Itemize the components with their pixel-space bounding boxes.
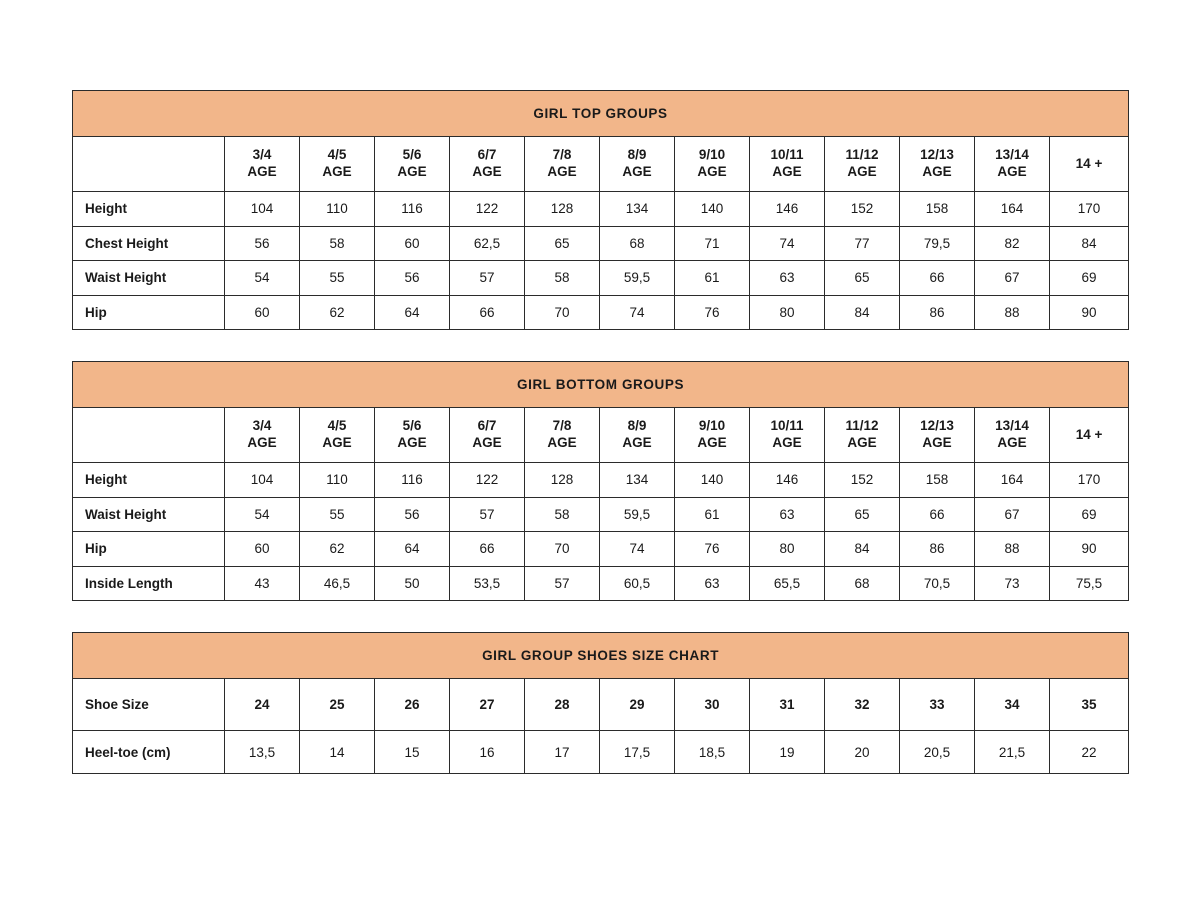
table-cell: 63 xyxy=(675,566,750,601)
table-cell: 88 xyxy=(975,532,1050,567)
corner-cell xyxy=(73,137,225,192)
table-cell: 60 xyxy=(225,532,300,567)
age-header-cell xyxy=(750,137,825,192)
row-label: Hip xyxy=(73,532,225,567)
age-header-unit: AGE xyxy=(472,164,502,179)
table-cell: 77 xyxy=(825,226,900,261)
age-header-cell xyxy=(300,408,375,463)
age-header-range: 3/4 xyxy=(252,418,272,434)
table-cell: 84 xyxy=(825,532,900,567)
age-header-unit: AGE xyxy=(247,435,277,450)
table-cell: 55 xyxy=(300,497,375,532)
table-cell: 75,5 xyxy=(1050,566,1129,601)
row-label: Shoe Size xyxy=(73,679,225,731)
table-cell: 84 xyxy=(825,295,900,330)
section-spacer xyxy=(72,330,1128,361)
table-row xyxy=(73,192,1129,227)
table-header-row xyxy=(73,137,1129,192)
age-header-cell xyxy=(600,408,675,463)
age-header-cell xyxy=(375,137,450,192)
table-cell: 86 xyxy=(900,295,975,330)
table-cell: 66 xyxy=(450,295,525,330)
table-cell: 17 xyxy=(525,731,600,774)
table-cell: 34 xyxy=(975,679,1050,731)
row-label: Height xyxy=(73,192,225,227)
table-cell: 164 xyxy=(975,463,1050,498)
table-cell: 69 xyxy=(1050,497,1129,532)
table-cell: 110 xyxy=(300,463,375,498)
table-cell: 146 xyxy=(750,192,825,227)
table-cell: 140 xyxy=(675,463,750,498)
table-row xyxy=(73,261,1129,296)
table-cell: 46,5 xyxy=(300,566,375,601)
age-header-cell xyxy=(975,408,1050,463)
table-cell: 170 xyxy=(1050,192,1129,227)
table-cell: 122 xyxy=(450,463,525,498)
row-label: Heel-toe (cm) xyxy=(73,731,225,774)
table-cell: 16 xyxy=(450,731,525,774)
age-header-cell-last: 14 + xyxy=(1050,408,1129,463)
table-cell: 140 xyxy=(675,192,750,227)
table-header-row xyxy=(73,408,1129,463)
table-cell: 66 xyxy=(900,261,975,296)
age-header-cell xyxy=(300,137,375,192)
table-cell: 63 xyxy=(750,261,825,296)
age-header-unit: AGE xyxy=(922,435,952,450)
table-title: GIRL TOP GROUPS xyxy=(73,91,1129,137)
table-cell: 57 xyxy=(450,497,525,532)
table-cell: 21,5 xyxy=(975,731,1050,774)
table-row xyxy=(73,295,1129,330)
row-label: Height xyxy=(73,463,225,498)
section-spacer xyxy=(72,601,1128,632)
table-cell: 110 xyxy=(300,192,375,227)
table-cell: 152 xyxy=(825,463,900,498)
table-cell: 35 xyxy=(1050,679,1129,731)
table-cell: 146 xyxy=(750,463,825,498)
table-cell: 54 xyxy=(225,497,300,532)
age-header-cell xyxy=(825,408,900,463)
table-cell: 56 xyxy=(225,226,300,261)
table-cell: 24 xyxy=(225,679,300,731)
age-header-unit: AGE xyxy=(397,164,427,179)
table-cell: 64 xyxy=(375,532,450,567)
table-cell: 104 xyxy=(225,463,300,498)
table-row xyxy=(73,497,1129,532)
table-cell: 57 xyxy=(525,566,600,601)
age-header-cell xyxy=(750,408,825,463)
age-header-range: 4/5 xyxy=(327,147,347,163)
row-label: Waist Height xyxy=(73,497,225,532)
table-cell: 18,5 xyxy=(675,731,750,774)
table-cell: 86 xyxy=(900,532,975,567)
table-cell: 104 xyxy=(225,192,300,227)
table-cell: 74 xyxy=(600,295,675,330)
table-cell: 55 xyxy=(300,261,375,296)
age-header-unit: AGE xyxy=(547,164,577,179)
age-header-cell xyxy=(675,137,750,192)
table-cell: 63 xyxy=(750,497,825,532)
table-cell: 74 xyxy=(600,532,675,567)
table-cell: 29 xyxy=(600,679,675,731)
age-header-range: 3/4 xyxy=(252,147,272,163)
table-cell: 56 xyxy=(375,261,450,296)
table-cell: 30 xyxy=(675,679,750,731)
age-header-unit: AGE xyxy=(697,164,727,179)
table-cell: 27 xyxy=(450,679,525,731)
age-header-range: 9/10 xyxy=(698,418,726,434)
table-cell: 116 xyxy=(375,192,450,227)
table-cell: 17,5 xyxy=(600,731,675,774)
table-title-row xyxy=(73,633,1129,679)
table-cell: 60 xyxy=(225,295,300,330)
age-header-cell xyxy=(900,137,975,192)
table-cell: 67 xyxy=(975,497,1050,532)
table-cell: 76 xyxy=(675,295,750,330)
table-cell: 90 xyxy=(1050,295,1129,330)
table-cell: 158 xyxy=(900,192,975,227)
age-header-cell xyxy=(525,137,600,192)
age-header-range: 7/8 xyxy=(552,147,572,163)
table-cell: 79,5 xyxy=(900,226,975,261)
table-cell: 80 xyxy=(750,532,825,567)
table-cell: 50 xyxy=(375,566,450,601)
table-cell: 60,5 xyxy=(600,566,675,601)
table-cell: 70 xyxy=(525,295,600,330)
table-cell: 134 xyxy=(600,463,675,498)
age-header-range: 8/9 xyxy=(627,418,647,434)
table-cell: 70,5 xyxy=(900,566,975,601)
table-cell: 26 xyxy=(375,679,450,731)
row-label: Chest Height xyxy=(73,226,225,261)
table-cell: 25 xyxy=(300,679,375,731)
table-cell: 58 xyxy=(525,261,600,296)
table-cell: 66 xyxy=(900,497,975,532)
table-cell: 60 xyxy=(375,226,450,261)
corner-cell xyxy=(73,408,225,463)
age-header-unit: AGE xyxy=(322,435,352,450)
age-header-unit: AGE xyxy=(247,164,277,179)
table-cell: 128 xyxy=(525,192,600,227)
table-cell: 90 xyxy=(1050,532,1129,567)
age-header-cell xyxy=(600,137,675,192)
row-label: Inside Length xyxy=(73,566,225,601)
table-cell: 74 xyxy=(750,226,825,261)
age-header-range: 13/14 xyxy=(995,147,1029,163)
table-cell: 158 xyxy=(900,463,975,498)
table-cell: 88 xyxy=(975,295,1050,330)
age-header-range: 4/5 xyxy=(327,418,347,434)
table-cell: 53,5 xyxy=(450,566,525,601)
table-cell: 32 xyxy=(825,679,900,731)
table-cell: 54 xyxy=(225,261,300,296)
age-header-cell xyxy=(450,137,525,192)
table-cell: 59,5 xyxy=(600,497,675,532)
table-cell: 58 xyxy=(300,226,375,261)
age-header-unit: AGE xyxy=(997,164,1027,179)
table-cell: 20,5 xyxy=(900,731,975,774)
age-header-unit: AGE xyxy=(772,435,802,450)
age-header-unit: AGE xyxy=(847,164,877,179)
age-header-cell xyxy=(675,408,750,463)
table-cell: 67 xyxy=(975,261,1050,296)
age-header-cell xyxy=(900,408,975,463)
age-header-cell xyxy=(825,137,900,192)
table-cell: 116 xyxy=(375,463,450,498)
age-header-range: 13/14 xyxy=(995,418,1029,434)
table-cell: 128 xyxy=(525,463,600,498)
table-title-row xyxy=(73,91,1129,137)
table-cell: 73 xyxy=(975,566,1050,601)
age-header-range: 9/10 xyxy=(698,147,726,163)
age-header-range: 12/13 xyxy=(920,418,954,434)
age-header-unit: AGE xyxy=(547,435,577,450)
age-header-cell xyxy=(450,408,525,463)
table-row xyxy=(73,226,1129,261)
table-cell: 170 xyxy=(1050,463,1129,498)
table-row xyxy=(73,731,1129,774)
table-row xyxy=(73,679,1129,731)
table-row xyxy=(73,532,1129,567)
table-cell: 64 xyxy=(375,295,450,330)
age-header-range: 10/11 xyxy=(770,418,804,434)
table-title: GIRL GROUP SHOES SIZE CHART xyxy=(73,633,1129,679)
age-header-unit: AGE xyxy=(772,164,802,179)
table-cell: 82 xyxy=(975,226,1050,261)
table-cell: 62 xyxy=(300,532,375,567)
age-header-range: 11/12 xyxy=(845,147,879,163)
age-header-unit: AGE xyxy=(622,435,652,450)
age-header-range: 8/9 xyxy=(627,147,647,163)
table-cell: 164 xyxy=(975,192,1050,227)
table-cell: 57 xyxy=(450,261,525,296)
girl-top-groups-table xyxy=(72,90,1129,330)
table-cell: 69 xyxy=(1050,261,1129,296)
table-cell: 68 xyxy=(825,566,900,601)
table-cell: 65 xyxy=(825,261,900,296)
age-header-range: 6/7 xyxy=(477,147,497,163)
age-header-cell xyxy=(225,408,300,463)
table-cell: 56 xyxy=(375,497,450,532)
age-header-range: 12/13 xyxy=(920,147,954,163)
table-cell: 28 xyxy=(525,679,600,731)
age-header-cell xyxy=(525,408,600,463)
table-cell: 66 xyxy=(450,532,525,567)
table-title: GIRL BOTTOM GROUPS xyxy=(73,362,1129,408)
table-cell: 65 xyxy=(825,497,900,532)
age-header-range: 5/6 xyxy=(402,147,422,163)
table-row xyxy=(73,566,1129,601)
girl-group-shoes-size-chart-table xyxy=(72,632,1129,774)
table-cell: 33 xyxy=(900,679,975,731)
age-header-cell xyxy=(975,137,1050,192)
table-cell: 31 xyxy=(750,679,825,731)
age-header-range: 10/11 xyxy=(770,147,804,163)
age-header-unit: AGE xyxy=(997,435,1027,450)
age-header-range: 6/7 xyxy=(477,418,497,434)
table-title-row xyxy=(73,362,1129,408)
age-header-range: 5/6 xyxy=(402,418,422,434)
table-cell: 65,5 xyxy=(750,566,825,601)
table-cell: 62 xyxy=(300,295,375,330)
table-cell: 80 xyxy=(750,295,825,330)
table-cell: 59,5 xyxy=(600,261,675,296)
table-cell: 71 xyxy=(675,226,750,261)
table-cell: 70 xyxy=(525,532,600,567)
table-cell: 14 xyxy=(300,731,375,774)
age-header-unit: AGE xyxy=(847,435,877,450)
table-cell: 122 xyxy=(450,192,525,227)
table-cell: 65 xyxy=(525,226,600,261)
age-header-cell-last: 14 + xyxy=(1050,137,1129,192)
table-cell: 19 xyxy=(750,731,825,774)
age-header-unit: AGE xyxy=(322,164,352,179)
table-cell: 22 xyxy=(1050,731,1129,774)
age-header-cell xyxy=(375,408,450,463)
table-cell: 68 xyxy=(600,226,675,261)
table-cell: 84 xyxy=(1050,226,1129,261)
table-cell: 61 xyxy=(675,497,750,532)
age-header-range: 7/8 xyxy=(552,418,572,434)
row-label: Hip xyxy=(73,295,225,330)
age-header-unit: AGE xyxy=(697,435,727,450)
table-cell: 43 xyxy=(225,566,300,601)
age-header-cell xyxy=(225,137,300,192)
table-cell: 15 xyxy=(375,731,450,774)
row-label: Waist Height xyxy=(73,261,225,296)
table-cell: 62,5 xyxy=(450,226,525,261)
age-header-unit: AGE xyxy=(922,164,952,179)
girl-bottom-groups-table xyxy=(72,361,1129,601)
age-header-unit: AGE xyxy=(622,164,652,179)
table-cell: 61 xyxy=(675,261,750,296)
table-cell: 58 xyxy=(525,497,600,532)
table-cell: 13,5 xyxy=(225,731,300,774)
table-cell: 134 xyxy=(600,192,675,227)
table-cell: 20 xyxy=(825,731,900,774)
table-cell: 76 xyxy=(675,532,750,567)
age-header-unit: AGE xyxy=(472,435,502,450)
table-row xyxy=(73,463,1129,498)
age-header-unit: AGE xyxy=(397,435,427,450)
table-cell: 152 xyxy=(825,192,900,227)
age-header-range: 11/12 xyxy=(845,418,879,434)
